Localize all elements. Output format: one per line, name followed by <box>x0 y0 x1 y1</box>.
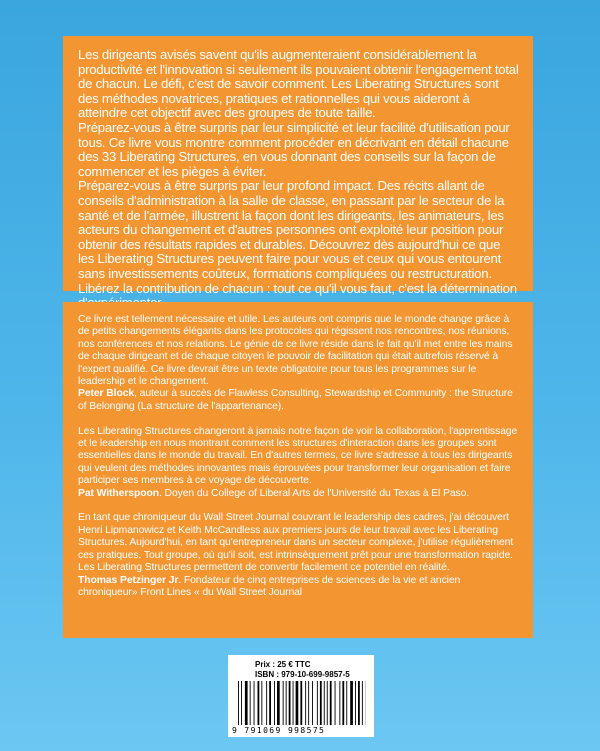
review-quote: Ce livre est tellement nécessaire et utile. Les auteurs ont compris que le monde change grâce à de petits changements élégants dans les protocoles qui régissent nos rencontres, nos réunions, nos conférences et nos relations. Le génie de ce livre réside dans le fait qu'il met entre les mains de chaque dirigeant et de chaque citoyen le pouvoir de facilitation qui était autrefois réservé à l'expert qualifié. Ce livre devrait être un texte obligatoire pour tous les programmes sur le leadership et le changement. <box>78 314 513 388</box>
barcode-label <box>228 655 374 737</box>
isbn-label: ISBN : 979-10-699-9857-5 <box>255 670 350 679</box>
review-attribution <box>78 488 519 500</box>
review-credit: , auteur à succès de Flawless Consulting, Stewardship et Community : the Structure of Belonging (La structure de l'appartenance). <box>78 388 513 412</box>
review-author: Thomas Petzinger Jr <box>78 574 179 586</box>
intro-paragraph: Préparez-vous à être surpris par leur profond impact. Des récits allant de conseils d'administration à la salle de classe, en passant par le secteur de la santé et de l'armée, illustrent la façon dont les dirigeants, les animateurs, les acteurs du changement et d'autres personnes ont exploité leur position pour obtenir des résultats rapides et durables. Découvrez dès aujourd'hui ce que les Liberating Structures peuvent faire pour vous et ceux qui vous entourent sans investissements coûteux, formations compliquées ou restructuration. Libérez la contribution de chacun : tout ce qu'il vous faut, c'est la détermination <box>78 178 517 296</box>
review-attribution <box>78 575 519 600</box>
review-credit: . Fondateur de cinq entreprises de sciences de la vie et ancien chroniqueur» Front Lines « du Wall Street Journal <box>78 574 461 598</box>
review-block <box>78 512 519 599</box>
reviews-panel <box>63 302 533 638</box>
review-credit: . Doyen du College of Liberal Arts de l'Université du Texas à El Paso. <box>158 487 470 499</box>
price-label: Prix : 25 € TTC <box>255 660 311 669</box>
intro-panel <box>63 36 533 296</box>
barcode-digits: 9 791069 998575 <box>232 726 326 735</box>
review-author: Peter Block <box>78 388 135 400</box>
intro-paragraph: Les dirigeants avisés savent qu'ils augmenteraient considérablement la productivité et l'innovation si seulement ils pouvaient obtenir l'engagement total de chacun. Le défi, c'est de savoir comment. Les Liberating Structures sont des méthodes novatrices, pratiques et rationnelles qui vous aideront à atteindre cet objectif avec des groupes de toute taille. <box>78 47 519 121</box>
review-quote: Les Liberating Structures changeront à jamais notre façon de voir la collaboration, l'apprentissage et le leadership en nous montrant comment les structures d'interaction dans les groupes sont essentielles dans le monde du travail. En d'autres termes, ce livre s'adresse à tous les dirigeants qui veulent des méthodes innovantes mais éprouvées pour transformer leur organisation et faire participer ses membres à ce voyage de découverte. <box>78 425 518 487</box>
intro-paragraph: Préparez-vous à être surpris par leur simplicité et leur facilité d'utilisation pour tous. Ce livre vous montre comment procéder en décrivant en détail chacune des 33 Liberating Structures, en vous donnant des conseils sur la façon de commencer et les pièges à éviter. <box>78 119 510 179</box>
review-attribution <box>78 388 519 413</box>
review-quote: En tant que chroniqueur du Wall Street Journal couvrant le leadership des cadres, j'ai découvert Henri Lipmanowicz et Keith McCandless aux premiers jours de leur travail avec les Liberating Structures. Aujourd'hui, en tant qu'entrepreneur dans un secteur complexe, j'utilise régulièrement ces pratiques. Tout groupe, où qu'il soit, est intrinsèquement prêt pour une transformation rapide. Les Liberating Structures permettent de convertir facilement ce potentiel en réalité. <box>78 512 514 574</box>
review-author: Pat Witherspoon <box>78 487 159 499</box>
barcode-icon <box>236 681 366 725</box>
review-block <box>78 426 519 500</box>
review-block <box>78 314 519 413</box>
